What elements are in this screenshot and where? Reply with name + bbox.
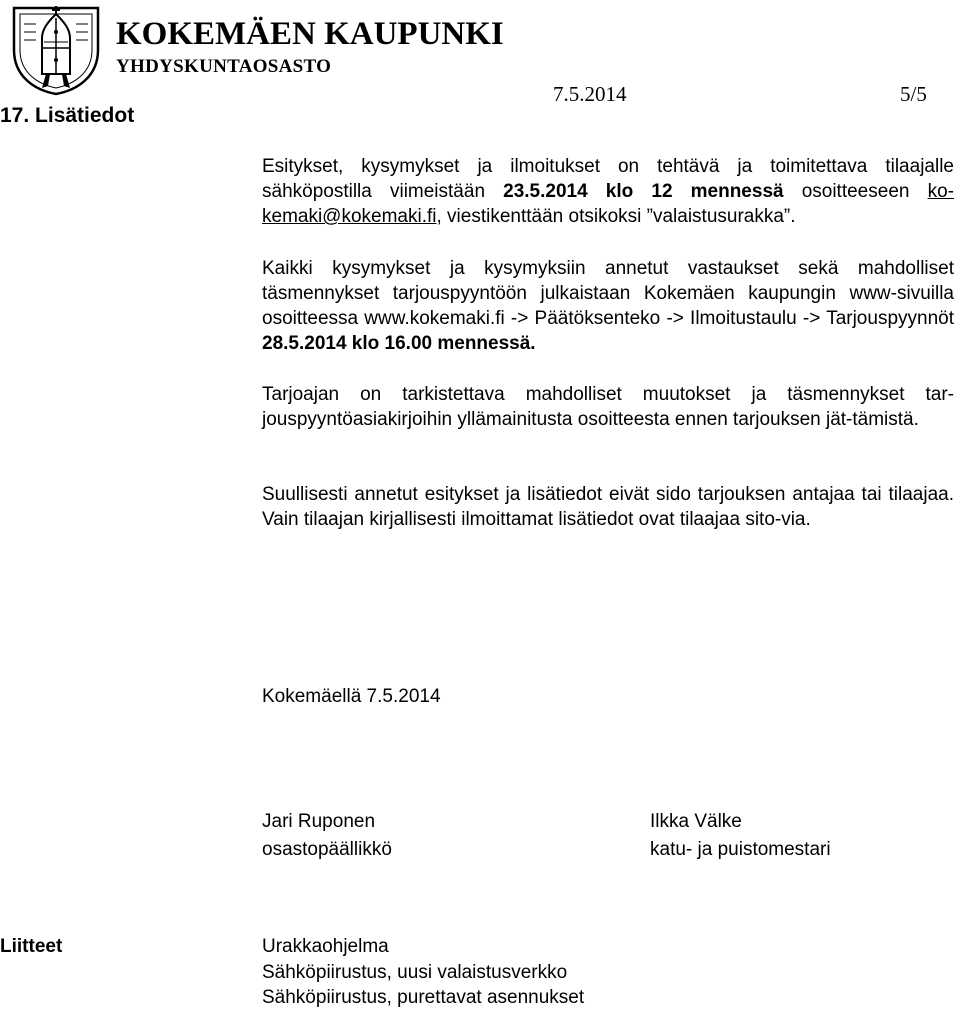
attachment-item: Sähköpiirustus, uusi valaistusverkko [262,961,568,983]
attachment-item: Urakkaohjelma [262,936,389,957]
signer-title: katu- ja puistomestari [650,839,831,860]
attachments-list [262,934,584,1011]
signature-block-1 [262,808,392,864]
section-title: 17. Lisätiedot [0,104,135,127]
p1-text-1: Esitykset, kysymykset ja ilmoitukset on tehtävä ja toimitettava tilaajalle sähköpostilla viimeistään [262,156,954,202]
attachments-label: Liitteet [0,936,63,957]
signer-title: osastopäällikkö [262,839,392,860]
organization-name: KOKEMÄEN KAUPUNKI [116,16,504,52]
signer-name: Ilkka Välke [650,811,742,832]
signer-name: Jari Ruponen [262,811,376,832]
paragraph-check-changes: Tarjoajan on tarkistettava mahdolliset muutokset ja täsmennykset tar-jouspyyntöasiakirjoihin yllämainitusta osoitteesta ennen tarjouksen jät-tämistä. [262,384,954,430]
paragraph-submission-instructions [262,154,954,229]
organization-unit: YHDYSKUNTAOSASTO [116,56,332,77]
publication-deadline: 28.5.2014 klo 16.00 mennessä. [262,333,536,354]
place-and-date: Kokemäellä 7.5.2014 [262,686,441,707]
coat-of-arms-logo [8,4,104,96]
signature-block-2 [650,808,831,864]
page-number: 5/5 [900,82,927,106]
paragraph-questions-publication [262,256,954,356]
p1-text-2: osoitteeseen [783,181,928,202]
submission-deadline: 23.5.2014 klo 12 mennessä [503,181,784,202]
paragraph-oral-statements: Suullisesti annetut esitykset ja lisätiedot eivät sido tarjouksen antajaa tai tilaajaa. Vain tilaajan kirjallisesti ilmoittamat lisätiedot ovat tilaajaa sito-via. [262,484,954,530]
p2-text-1: Kaikki kysymykset ja kysymyksiin annetut vastaukset sekä mahdolliset täsmennykset tarjouspyyntöön julkaistaan Kokemäen kaupungin www-sivuilla osoitteessa www.kokemaki.fi -> Päätöksenteko -> Ilmoitustaulu -> Tarjouspyynnöt [262,258,954,329]
p1-text-3: , viestikenttään otsikoksi ”valaistusurakka”. [436,206,796,227]
attachment-item: Sähköpiirustus, purettavat asennukset [262,987,585,1008]
document-date: 7.5.2014 [553,82,627,106]
email-link[interactable]: ko-kemaki@kokemaki.fi [262,181,954,227]
